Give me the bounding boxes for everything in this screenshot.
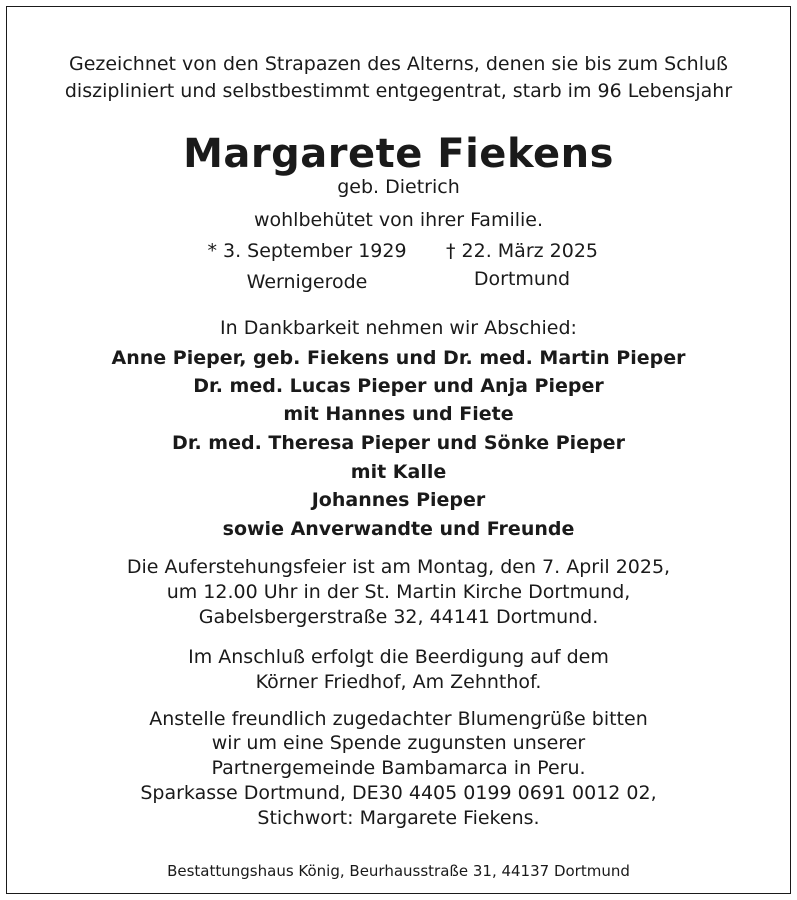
ceremony-line: Gabelsbergerstraße 32, 44141 Dortmund. — [198, 606, 599, 628]
intro-line-2: diszipliniert und selbstbestimmt entgegentrat, starb im 96 Lebensjahr — [64, 80, 733, 102]
mourner-line: sowie Anverwandte und Freunde — [222, 518, 575, 540]
obituary-notice — [6, 6, 791, 894]
mourner-line: mit Kalle — [350, 461, 447, 483]
mourner-line: Dr. med. Theresa Pieper und Sönke Pieper — [172, 432, 625, 454]
family-note: wohlbehütet von ihrer Familie. — [253, 209, 544, 231]
mourner-line: mit Hannes und Fiete — [283, 403, 514, 425]
ceremony-line: Die Auferstehungsfeier ist am Montag, den 7. April 2025, — [126, 556, 671, 578]
donation-line: Anstelle freundlich zugedachter Blumengrüße bitten — [149, 708, 648, 730]
donation-line: Partnergemeinde Bambamarca in Peru. — [211, 757, 586, 779]
mourner-line: Johannes Pieper — [311, 489, 486, 511]
death-date: † 22. März 2025 — [445, 240, 598, 262]
mourner-line: Dr. med. Lucas Pieper und Anja Pieper — [193, 375, 604, 397]
deceased-name: Margarete Fiekens — [183, 131, 614, 177]
birth-date: * 3. September 1929 — [207, 240, 407, 262]
donation-line: Stichwort: Margarete Fiekens. — [257, 807, 540, 829]
farewell-intro: In Dankbarkeit nehmen wir Abschied: — [220, 317, 577, 339]
maiden-name: geb. Dietrich — [337, 176, 460, 198]
ceremony-line: um 12.00 Uhr in der St. Martin Kirche Dortmund, — [166, 581, 631, 603]
death-place: Dortmund — [473, 268, 571, 290]
burial-line: Körner Friedhof, Am Zehnthof. — [255, 671, 542, 693]
mourner-line: Anne Pieper, geb. Fiekens und Dr. med. Martin Pieper — [111, 347, 686, 369]
intro-line-1: Gezeichnet von den Strapazen des Alterns, denen sie bis zum Schluß — [68, 53, 728, 75]
burial-line: Im Anschluß erfolgt die Beerdigung auf dem — [188, 646, 609, 668]
donation-line: wir um eine Spende zugunsten unserer — [211, 732, 586, 754]
birth-place: Wernigerode — [246, 271, 368, 293]
donation-line: Sparkasse Dortmund, DE30 4405 0199 0691 0012 02, — [140, 782, 657, 804]
funeral-home-footer: Bestattungshaus König, Beurhausstraße 31, 44137 Dortmund — [167, 862, 630, 880]
